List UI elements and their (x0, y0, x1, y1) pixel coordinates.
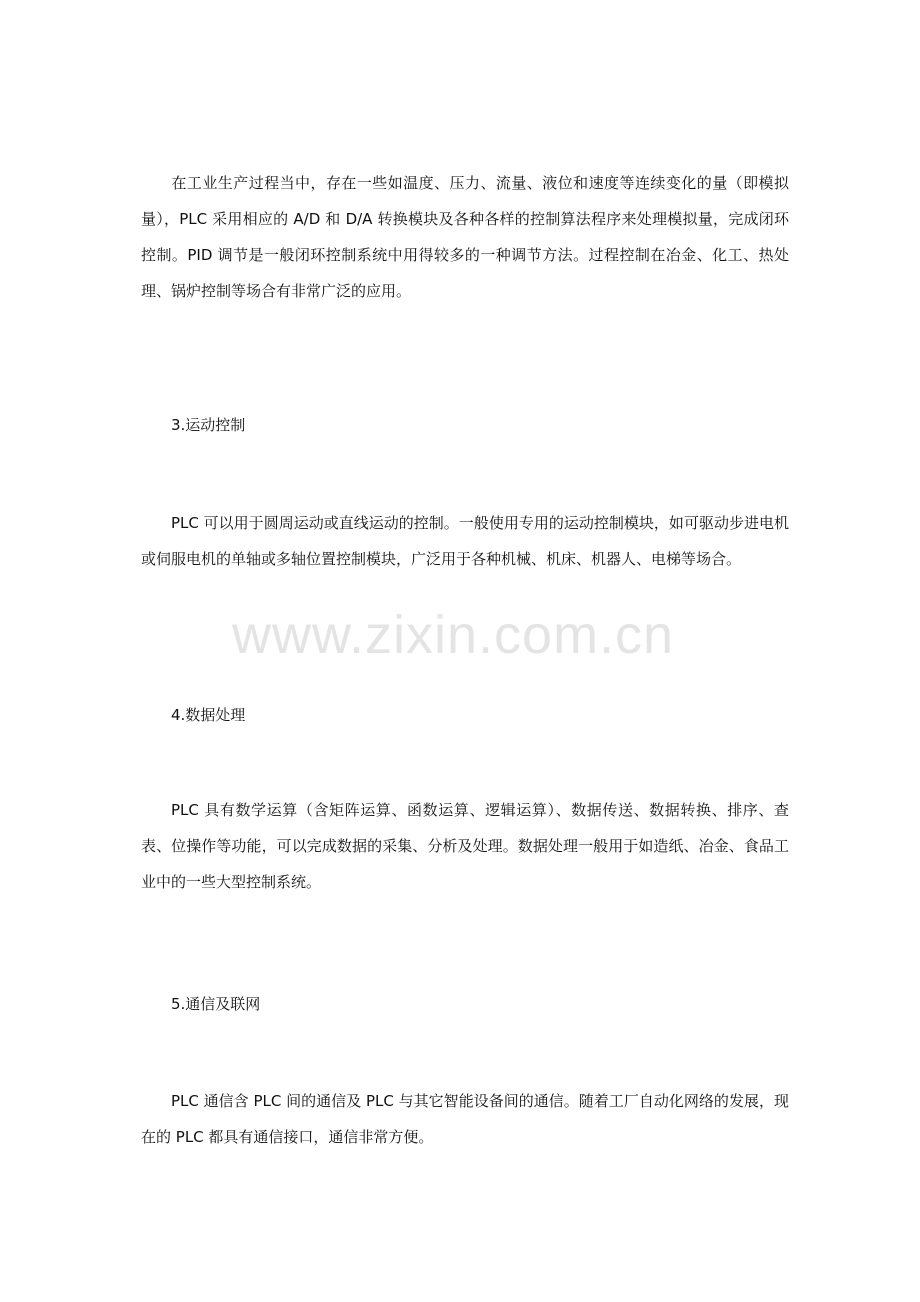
heading-data-processing: 4.数据处理 (171, 706, 246, 724)
paragraph-motion-control (141, 505, 789, 577)
paragraph-text: PLC 具有数学运算（含矩阵运算、函数运算、逻辑运算）、数据传送、数据转换、排序、查表、位操作等功能，可以完成数据的采集、分析及处理。数据处理一般用于如造纸、冶金、食品工业中的一些大型控制系统。 (141, 801, 789, 891)
heading-motion-control: 3.运动控制 (171, 416, 246, 434)
paragraph-text: PLC 可以用于圆周运动或直线运动的控制。一般使用专用的运动控制模块，如可驱动步进电机或伺服电机的单轴或多轴位置控制模块，广泛用于各种机械、机床、机器人、电梯等场合。 (141, 514, 789, 568)
paragraph-text: 在工业生产过程当中，存在一些如温度、压力、流量、液位和速度等连续变化的量（即模拟量），PLC 采用相应的 A/D 和 D/A 转换模块及各种各样的控制算法程序来处理模拟量，完成闭环控制。PID 调节是一般闭环控制系统中用得较多的一种调节方法。过程控制在冶金、化工、热处理、锅炉控制等场合有非常广泛的应用。 (141, 174, 789, 300)
paragraph-text: PLC 通信含 PLC 间的通信及 PLC 与其它智能设备间的通信。随着工厂自动化网络的发展，现在的 PLC 都具有通信接口，通信非常方便。 (141, 1092, 789, 1146)
paragraph-communication (141, 1083, 789, 1155)
paragraph-process-control (141, 165, 789, 309)
paragraph-data-processing (141, 792, 789, 900)
watermark: www.zixin.com.cn (232, 605, 675, 665)
heading-communication: 5.通信及联网 (171, 995, 261, 1013)
